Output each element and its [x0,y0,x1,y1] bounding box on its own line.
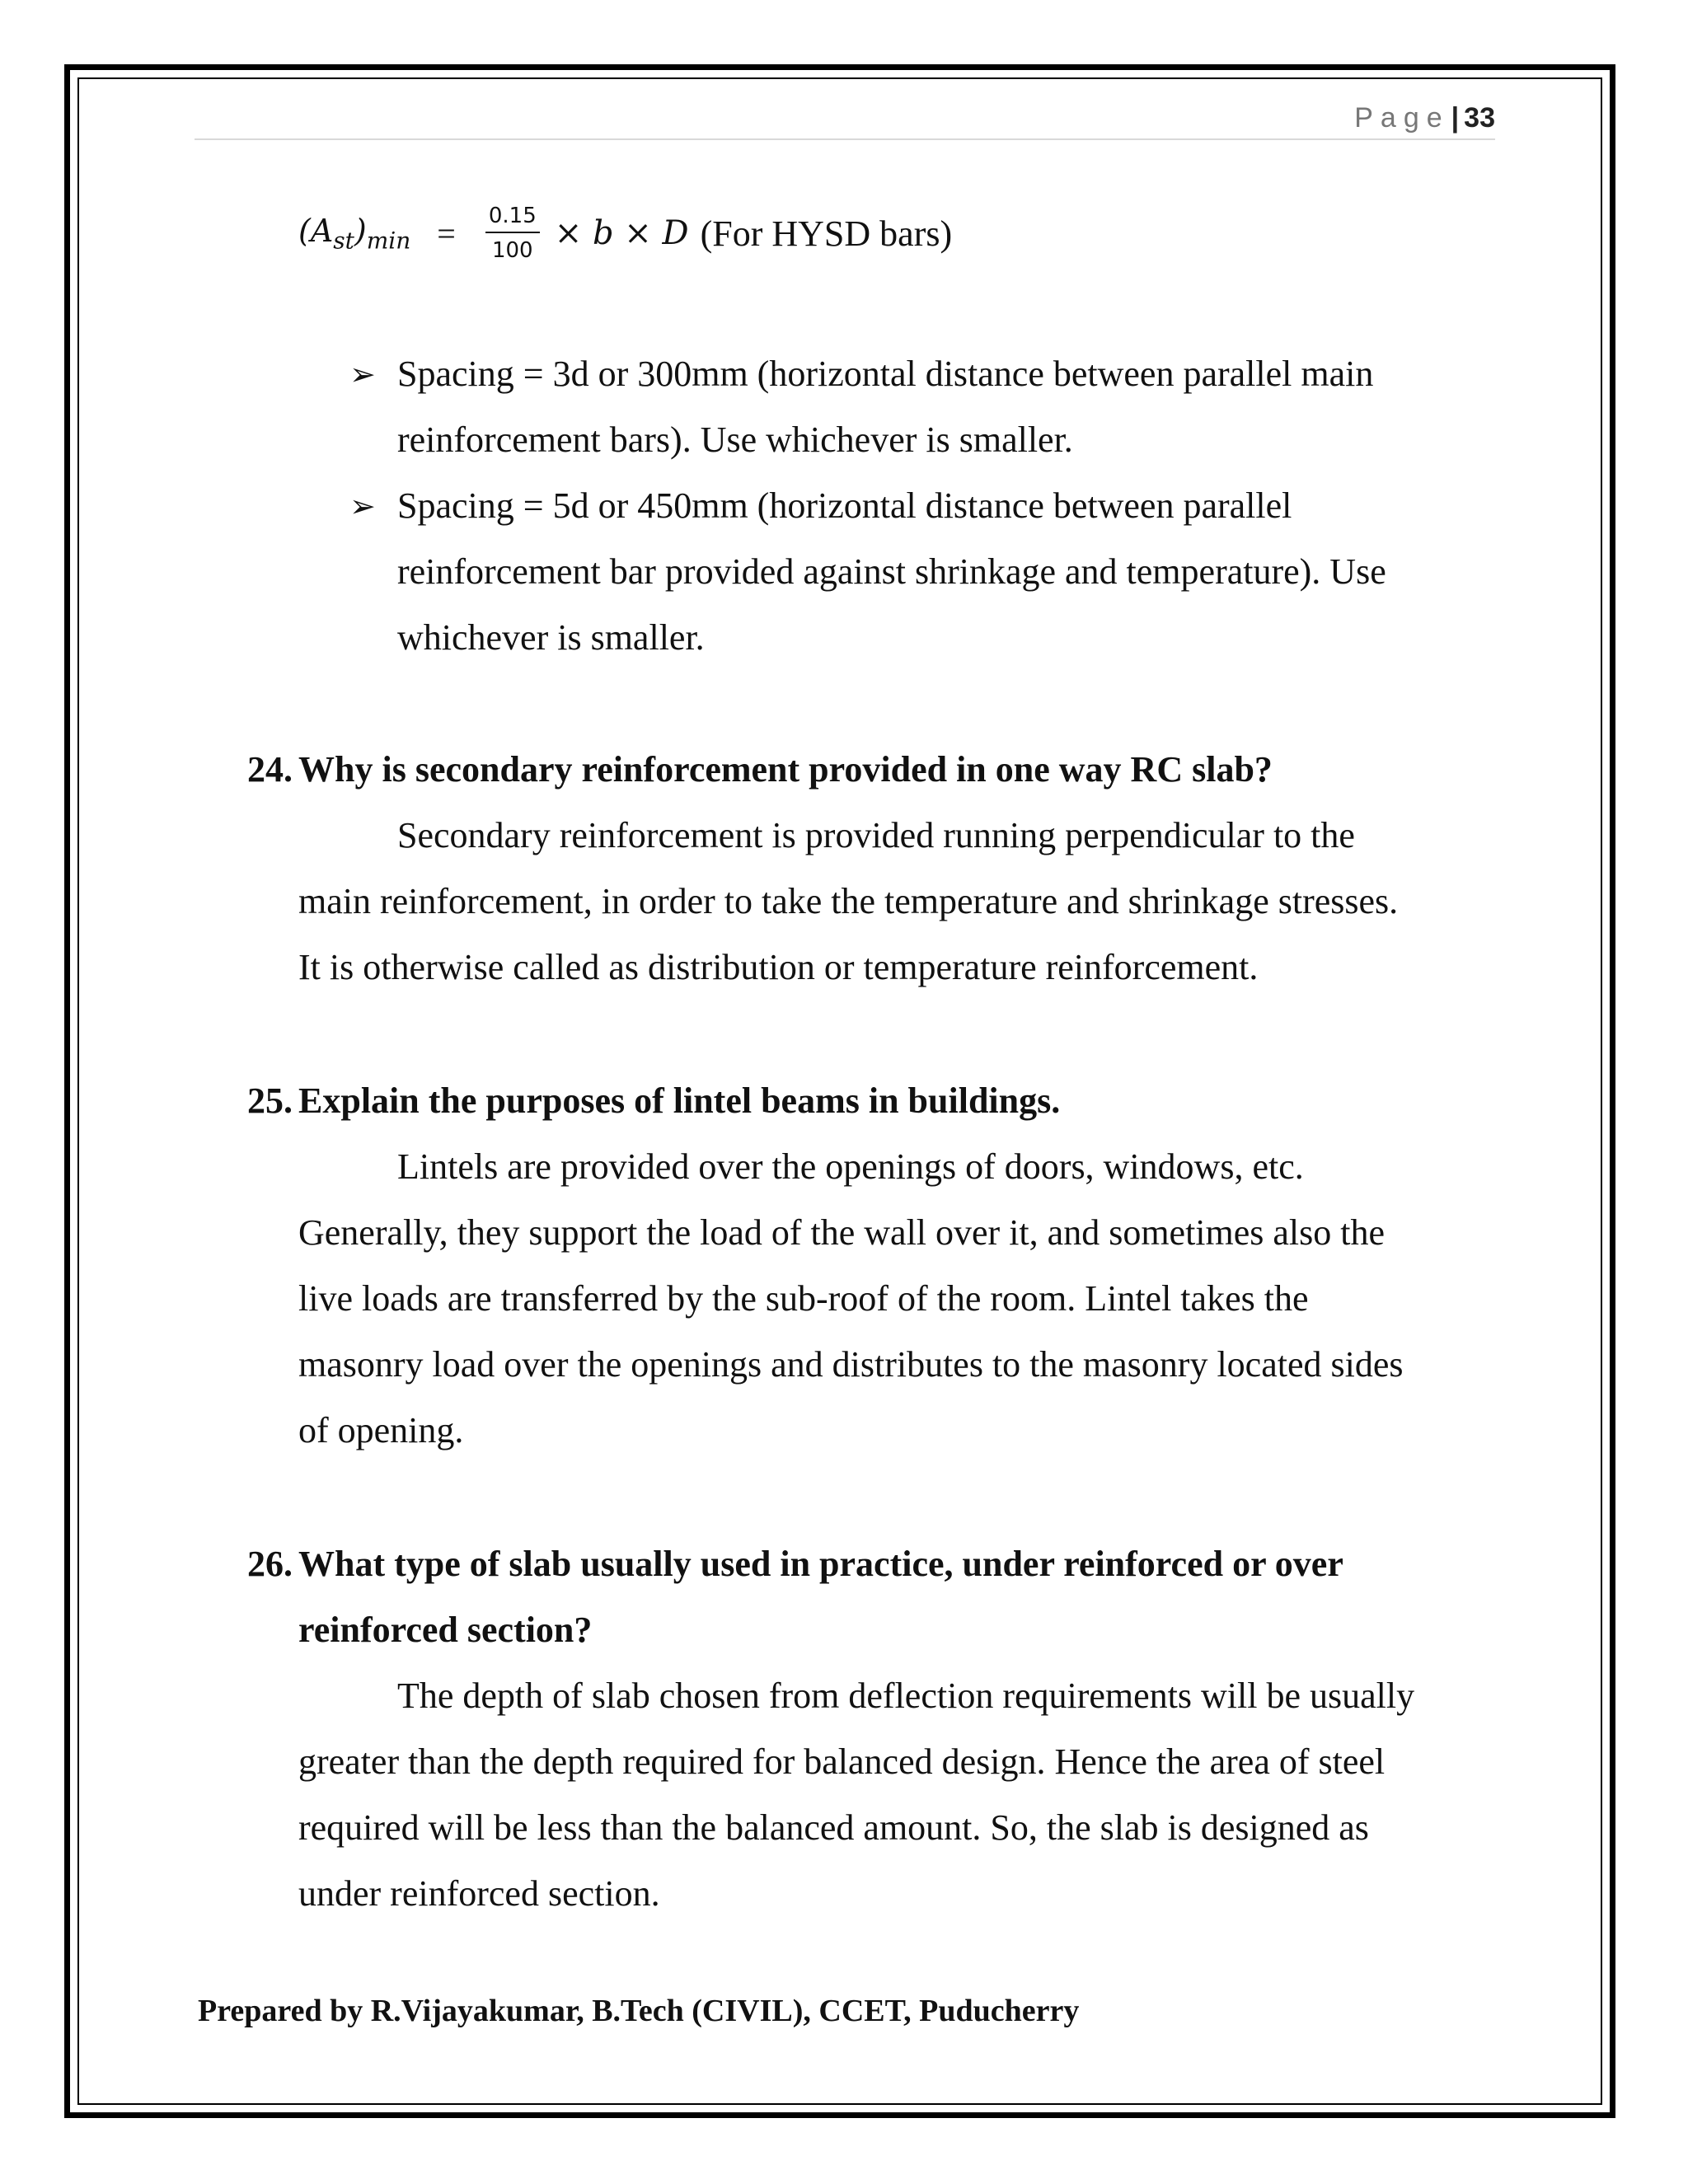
answer-paragraph [298,803,1502,1001]
answer-line: live loads are transferred by the sub-roof of the room. Lintel takes the [298,1278,1309,1319]
answer-line: It is otherwise called as distribution or temperature reinforcement. [298,947,1259,987]
bullet-line: reinforcement bar provided against shrinkage and temperature). Use [397,551,1386,592]
fraction-numerator: 0.15 [485,204,540,233]
arrow-bullet-icon: ➢ [349,488,376,524]
arrow-bullet-icon: ➢ [349,356,376,392]
question-number: 26. [247,1544,293,1584]
answer-paragraph [298,1134,1502,1464]
page-label: Page [1354,102,1450,134]
min-steel-formula [298,196,952,270]
question-text: Explain the purposes of lintel beams in buildings. [298,1080,1061,1121]
bullet-item [349,473,1503,671]
fraction-denominator: 100 [491,238,533,263]
formula-fraction [485,204,540,263]
bullet-line: Spacing = 5d or 450mm (horizontal distance between parallel [397,485,1292,526]
question-text: Why is secondary reinforcement provided in one way RC slab? [298,749,1273,790]
page-number-value: 33 [1464,102,1495,134]
answer-line: masonry load over the openings and distributes to the masonry located sides [298,1344,1404,1385]
bullet-item [349,341,1503,473]
question-text: reinforced section? [298,1610,593,1650]
bullet-line: Spacing = 3d or 300mm (horizontal distance between parallel main [397,354,1374,394]
formula-equals: = [437,214,456,252]
page-header [195,97,1495,140]
answer-line: of opening. [298,1410,464,1451]
page-number [1354,102,1495,134]
formula-lhs: $(A_{st})_{min}$ [298,212,411,255]
formula-terms: × b × D [554,214,689,252]
answer-line: main reinforcement, in order to take the temperature and shrinkage stresses. [298,881,1399,921]
question-title [247,737,1273,803]
answer-line: required will be less than the balanced amount. So, the slab is designed as [298,1807,1369,1848]
question-title [247,1531,1343,1663]
page-separator: | [1451,102,1460,134]
answer-line: Secondary reinforcement is provided running perpendicular to the [397,815,1355,855]
question-text: What type of slab usually used in practice, under reinforced or over [298,1544,1343,1584]
question-title [247,1068,1060,1134]
formula-note: (For HYSD bars) [700,213,953,254]
question-number: 25. [247,1080,293,1121]
footer-credit: Prepared by R.Vijayakumar, B.Tech (CIVIL), CCET, Puducherry [198,1994,1080,2028]
answer-line: greater than the depth required for balanced design. Hence the area of steel [298,1741,1386,1782]
bullet-line: reinforcement bars). Use whichever is smaller. [397,419,1073,460]
question-number: 24. [247,749,293,790]
answer-line: Lintels are provided over the openings of doors, windows, etc. [397,1146,1304,1187]
bullet-line: whichever is smaller. [397,617,705,658]
answer-line: The depth of slab chosen from deflection requirements will be usually [397,1675,1415,1716]
answer-paragraph [298,1663,1502,1927]
answer-line: Generally, they support the load of the wall over it, and sometimes also the [298,1212,1386,1253]
answer-line: under reinforced section. [298,1873,660,1914]
